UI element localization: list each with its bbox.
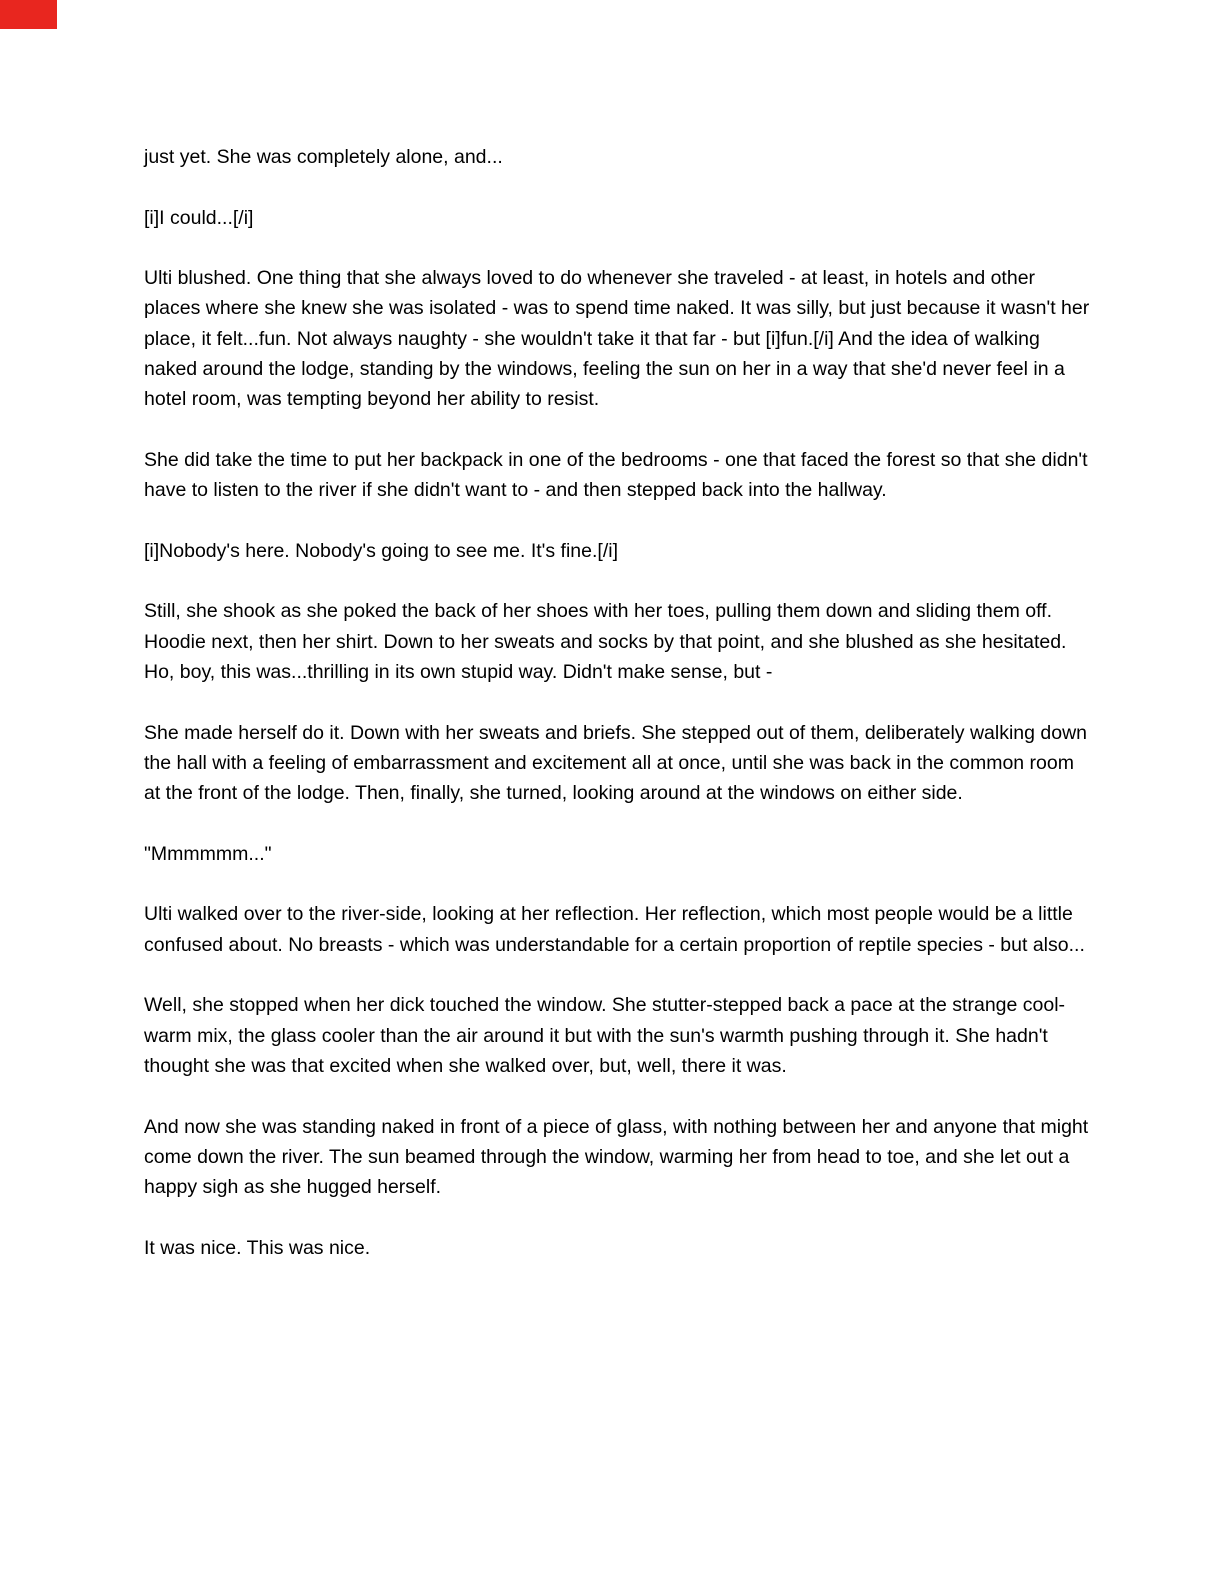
paragraph-3: Ulti blushed. One thing that she always loved to do whenever she traveled - at least, in hotels and other places where she knew she was isolated - was to spend time naked. It was silly, but just because it wasn't her place, it felt...fun. Not always naughty - she wouldn't take it that far - but [i]fun.[/i] And the idea of walking naked around the lodge, standing by the windows, feeling the sun on her in a way that she'd never feel in a hotel room, was tempting beyond her ability to resist. (144, 267, 1090, 411)
paragraph-10: Well, she stopped when her dick touched the window. She stutter-stepped back a pace at the strange cool-warm mix, the glass cooler than the air around it but with the sun's warmth pushing through it. She hadn't thought she was that excited when she walked over, but, well, there it was. (144, 994, 1066, 1077)
document-text (144, 142, 1090, 1293)
paragraph-5: [i]Nobody's here. Nobody's going to see me. It's fine.[/i] (144, 539, 618, 562)
paragraph-1: just yet. She was completely alone, and... (144, 146, 503, 168)
paragraph-6: Still, she shook as she poked the back of her shoes with her toes, pulling them down and sliding them off. Hoodie next, then her shirt. Down to her sweats and socks by that point, and she blushed as she hesitated. Ho, boy, this was...thrilling in its own stupid way. Didn't make sense, but - (144, 600, 1067, 684)
paragraph-7: She made herself do it. Down with her sweats and briefs. She stepped out of them, deliberately walking down the hall with a feeling of embarrassment and excitement all at once, until she was back in the common room at the front of the lodge. Then, finally, she turned, looking around at the windows on either side. (144, 721, 1088, 805)
paragraph-11: And now she was standing naked in front of a piece of glass, with nothing between her and anyone that might come down the river. The sun beamed through the window, warming her from head to toe, and she let out a happy sigh as she hugged herself. (144, 1115, 1089, 1199)
paragraph-4: She did take the time to put her backpack in one of the bedrooms - one that faced the forest so that she didn't have to listen to the river if she didn't want to - and then stepped back into the hallway. (144, 448, 1088, 502)
paragraph-8: "Mmmmmm..." (144, 842, 272, 865)
red-corner-marker (0, 0, 57, 29)
paragraph-2: [i]I could...[/i] (144, 206, 254, 229)
paragraph-12: It was nice. This was nice. (144, 1236, 371, 1259)
paragraph-9: Ulti walked over to the river-side, looking at her reflection. Her reflection, which most people would be a little confused about. No breasts - which was understandable for a certain proportion of reptile species - but also... (144, 903, 1085, 956)
